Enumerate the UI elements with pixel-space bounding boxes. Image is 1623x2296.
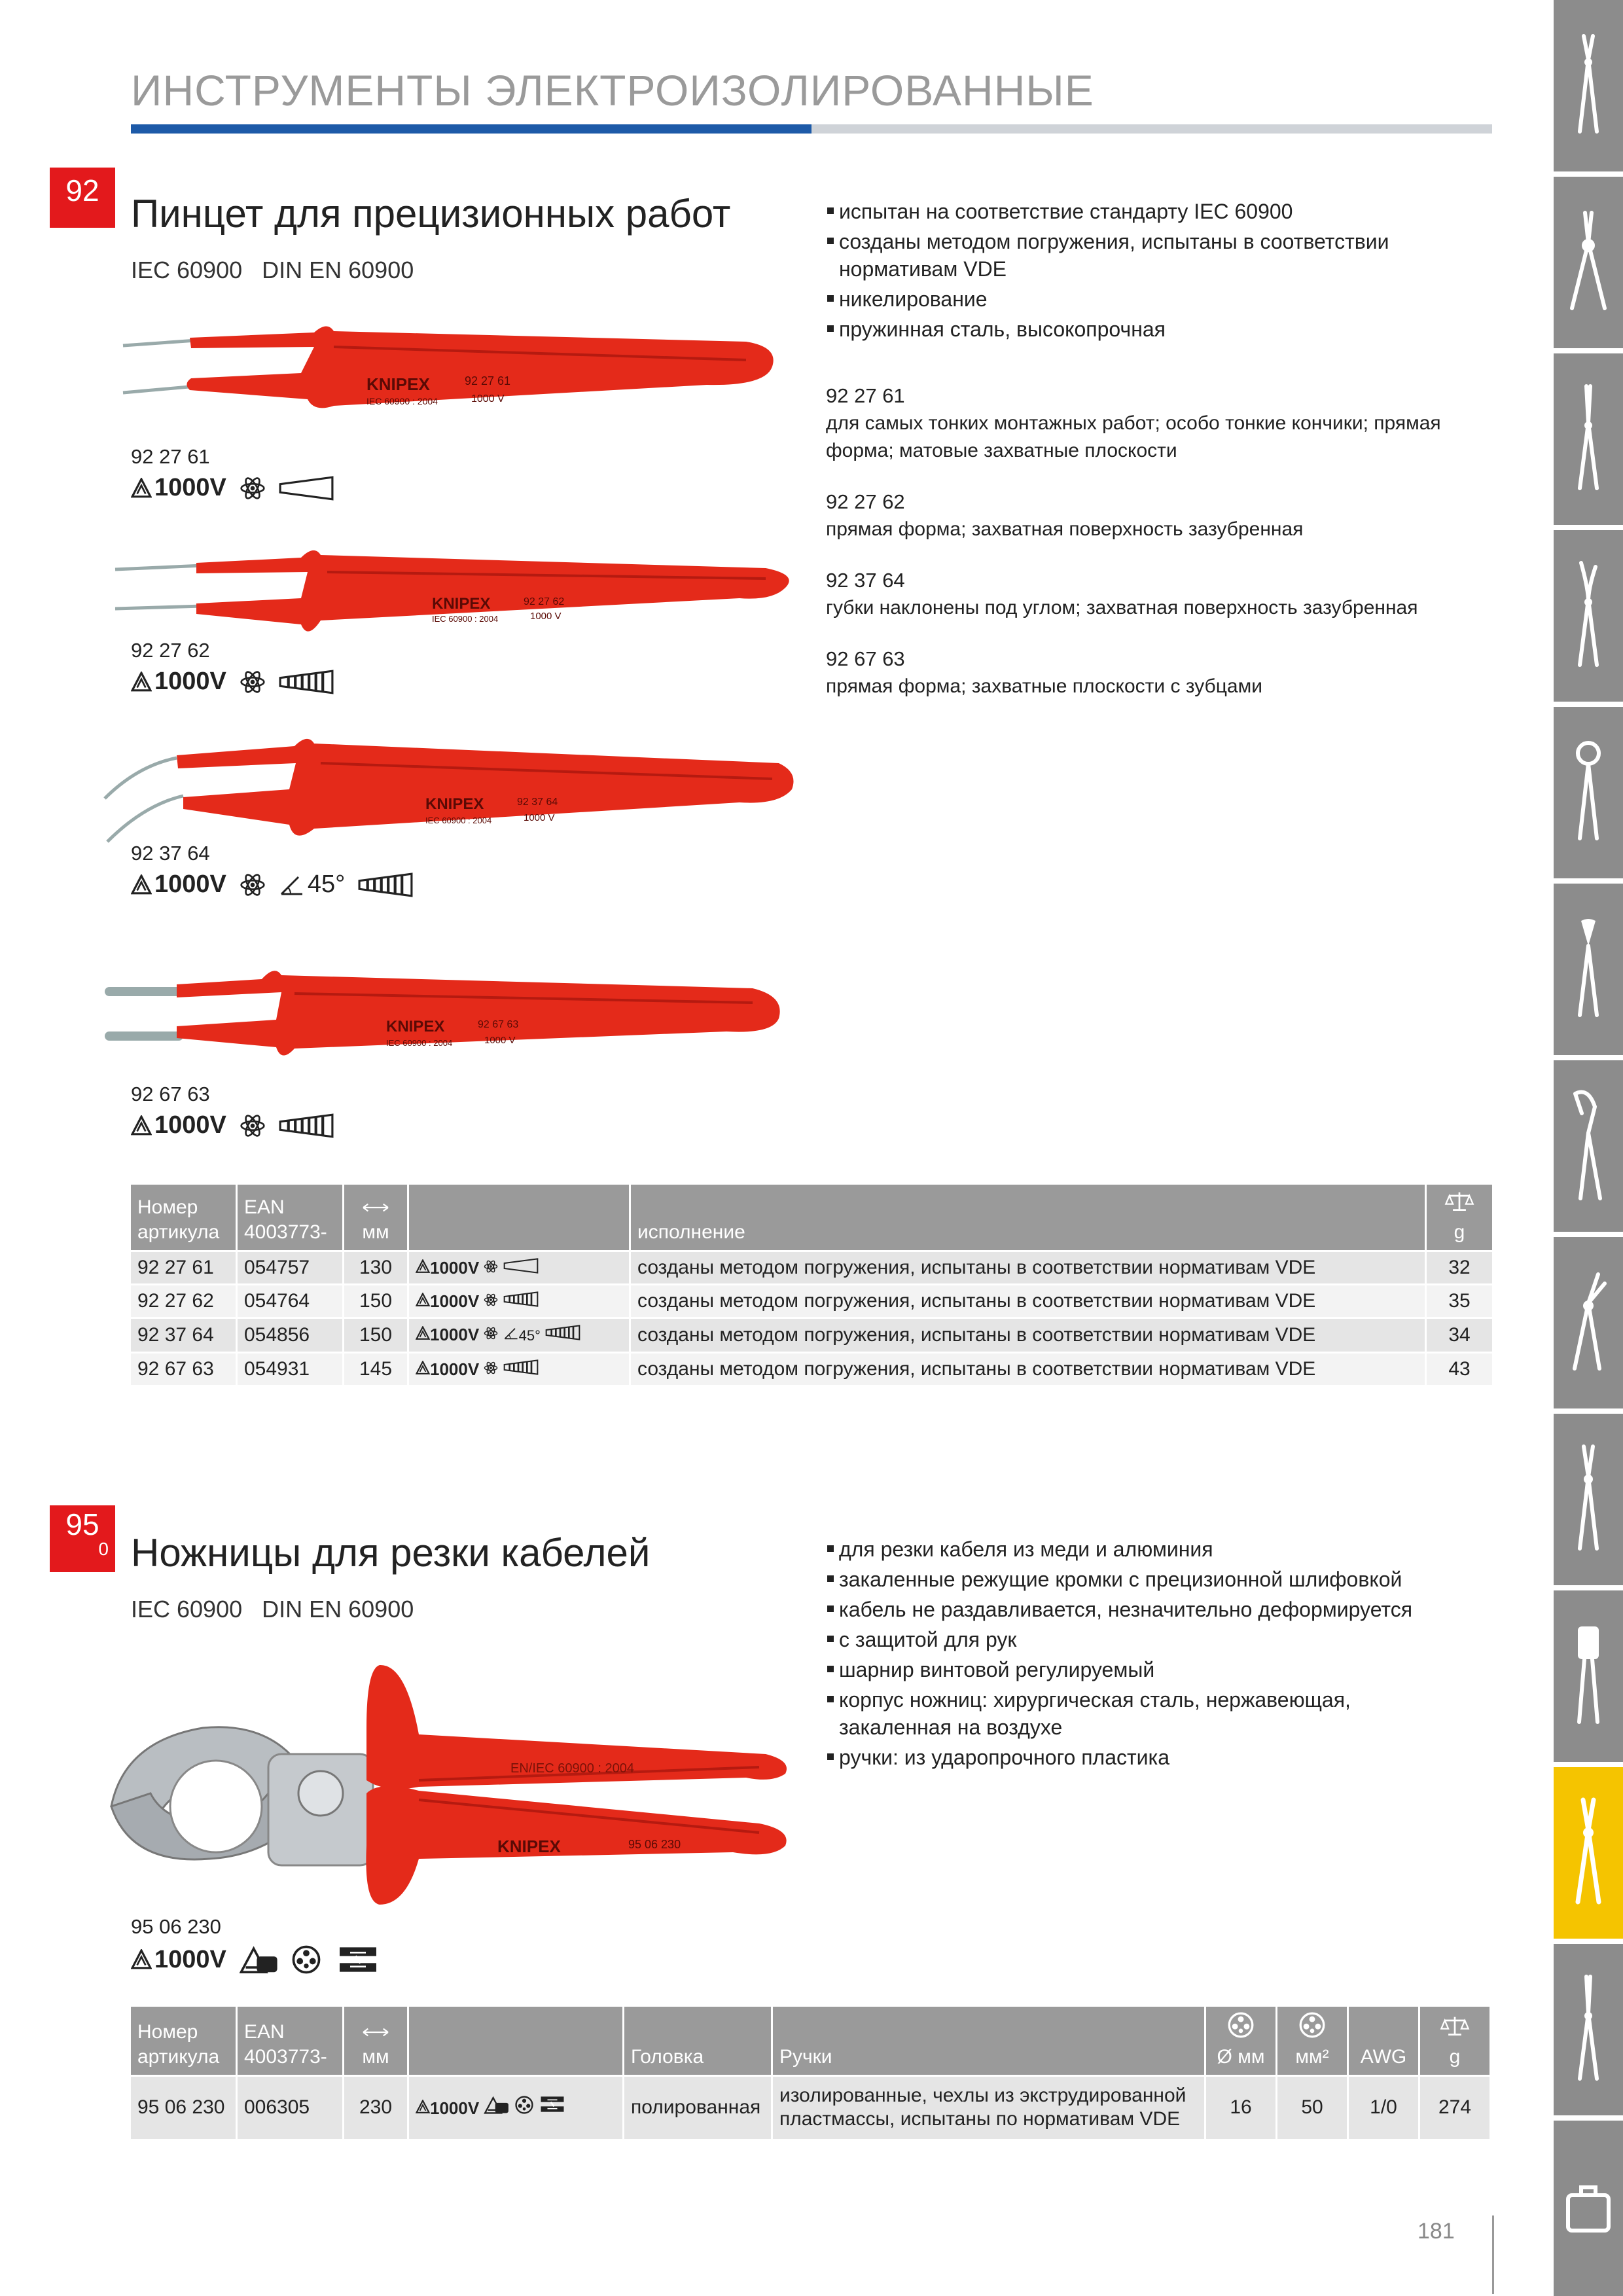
sidebar-tab-long-nose[interactable] — [1554, 353, 1623, 525]
cell-spec: созданы методом погружения, испытаны в соответствии нормативам VDE — [630, 1353, 1426, 1386]
cell-weight: 274 — [1419, 2076, 1490, 2139]
desc-text: губки наклонены под углом; захватная поверхность зазубренная — [826, 597, 1418, 619]
end-cutter-icon — [1572, 740, 1605, 845]
cell-voltage: 1000V — [430, 1359, 480, 1379]
cell-weight: 35 — [1426, 1285, 1493, 1318]
vde-icon — [416, 1293, 430, 1307]
page-number: 181 — [1418, 2219, 1455, 2244]
cell-head: полированная — [624, 2076, 772, 2139]
tool-case-icon — [1565, 2182, 1611, 2234]
feature-item: ручки: из ударопрочного пластика — [826, 1744, 1454, 1771]
table-row — [131, 1251, 1492, 1285]
product-ratings — [131, 474, 334, 502]
header-rule-blue — [131, 124, 812, 134]
voltage-rating: 1000V — [154, 668, 226, 695]
desc-code: 92 67 63 — [826, 647, 905, 670]
cell-spec: созданы методом погружения, испытаны в соответствии нормативам VDE — [630, 1285, 1426, 1318]
feature-item: пружинная сталь, высокопрочная — [826, 315, 1428, 343]
cell-length: 150 — [344, 1318, 408, 1353]
crimping-tool-icon — [1569, 1624, 1608, 1729]
cell-voltage: 1000V — [430, 2098, 480, 2118]
cell-ean: 054757 — [237, 1251, 344, 1285]
insulated-pliers-icon — [1569, 1797, 1608, 1909]
hand-guard-icon — [484, 2096, 510, 2114]
col-diameter-label: Ø мм — [1217, 2046, 1265, 2068]
col-icons — [408, 2007, 624, 2076]
desc-code: 92 27 62 — [826, 490, 905, 513]
product-code: 95 06 230 — [131, 1915, 221, 1938]
cell-ean: 054856 — [237, 1318, 344, 1353]
length-arrows-icon — [361, 1202, 391, 1213]
serrated-tip-icon — [279, 669, 334, 695]
atom-icon — [484, 1259, 498, 1274]
cell-icons — [408, 1353, 630, 1386]
bent-nose-pliers-icon — [1572, 560, 1605, 672]
col-length — [344, 1185, 408, 1251]
scale-icon — [1440, 2015, 1470, 2038]
col-weight-label: g — [1449, 2046, 1461, 2068]
atom-icon — [240, 475, 266, 501]
vde-icon — [131, 672, 152, 692]
tweezer-print: 92 37 64 — [517, 797, 558, 808]
sidebar-tab-snipe-nose[interactable] — [1554, 1944, 1623, 2115]
tweezers-image — [98, 956, 792, 1067]
cell-ean: 054931 — [237, 1353, 344, 1386]
voltage-rating: 1000V — [154, 1945, 226, 1973]
sidebar-tab-cutter[interactable] — [1554, 1414, 1623, 1585]
serrated-tip-icon — [503, 1291, 539, 1307]
cell-number: 92 37 64 — [131, 1318, 237, 1353]
vde-icon — [131, 874, 152, 895]
col-number: Номер артикула — [131, 1185, 237, 1251]
product-table-tweezers — [131, 1185, 1492, 1385]
feature-item: испытан на соответствие стандарту IEC 60900 — [826, 198, 1428, 225]
cell-spec: созданы методом погружения, испытаны в соответствии нормативам VDE — [630, 1318, 1426, 1353]
sidebar-tab-side-cutter[interactable] — [1554, 884, 1623, 1055]
cell-diameter: 16 — [1205, 2076, 1277, 2139]
col-spec: исполнение — [630, 1185, 1426, 1251]
snipe-nose-icon — [1572, 1974, 1605, 2085]
table-row — [131, 2076, 1489, 2139]
col-head: Головка — [624, 2007, 772, 2076]
cell-handles: изолированные, чехлы из экструдированной пластмассы, испытаны по нормативам VDE — [772, 2076, 1205, 2139]
col-icons — [408, 1185, 630, 1251]
feature-list — [826, 1535, 1454, 1774]
angle-icon — [503, 1326, 519, 1340]
pliers-icon — [1572, 33, 1605, 138]
cable-cutter-image — [105, 1662, 798, 1911]
cell-number: 92 27 61 — [131, 1251, 237, 1285]
col-number: Номер артикула — [131, 2007, 237, 2076]
section-badge-sub: 0 — [98, 1539, 109, 1559]
feature-list — [826, 198, 1428, 346]
cutter-print: 95 06 230 — [628, 1838, 681, 1851]
product-code: 92 37 64 — [131, 842, 210, 865]
sidebar-tab-circlip[interactable] — [1554, 1237, 1623, 1408]
side-cutter-icon — [1572, 917, 1605, 1022]
vde-icon — [416, 1361, 430, 1375]
cell-voltage: 1000V — [430, 1258, 480, 1278]
vde-icon — [131, 1949, 152, 1970]
tweezer-volt: 1000 V — [484, 1035, 516, 1046]
cutting-edge-icon — [334, 1944, 382, 1975]
vde-icon — [131, 478, 152, 499]
feature-item: кабель не раздавливается, незначительно деформируется — [826, 1596, 1454, 1623]
product-code: 92 67 63 — [131, 1083, 210, 1105]
col-weight-label: g — [1454, 1221, 1465, 1243]
tweezer-volt: 1000 V — [530, 611, 562, 622]
cell-number: 92 67 63 — [131, 1353, 237, 1386]
feature-item: закаленные режущие кромки с прецизионной шлифовкой — [826, 1566, 1454, 1593]
desc-code: 92 37 64 — [826, 569, 905, 592]
vde-icon — [416, 1259, 430, 1274]
cable-cross-section-icon — [1299, 2012, 1325, 2038]
product-code: 92 27 62 — [131, 639, 210, 662]
product-table-cable-cutter — [131, 2007, 1489, 2139]
cutter-icon — [1572, 1444, 1605, 1555]
cell-icons — [408, 1318, 630, 1353]
tweezer-brand: KNIPEX — [366, 374, 430, 394]
category-sidebar — [1554, 0, 1623, 2296]
tweezers-image — [118, 308, 798, 419]
cutter-brand: KNIPEX — [497, 1837, 561, 1856]
hand-guard-icon — [240, 1945, 279, 1974]
col-length-label: мм — [362, 1221, 389, 1243]
desc-text: прямая форма; захватные плоскости с зубцами — [826, 675, 1262, 697]
angle-icon — [279, 873, 305, 897]
col-area — [1277, 2007, 1348, 2076]
cable-cross-section-icon — [1228, 2012, 1254, 2038]
cell-length: 230 — [344, 2076, 408, 2139]
cell-length: 130 — [344, 1251, 408, 1285]
tweezer-spec: IEC 60900 : 2004 — [425, 816, 492, 825]
product-code: 92 27 61 — [131, 445, 210, 468]
tweezer-print: 92 27 62 — [524, 596, 565, 607]
cell-ean: 054764 — [237, 1285, 344, 1318]
col-length — [344, 2007, 408, 2076]
cable-cross-section-icon — [515, 2096, 533, 2114]
serrated-tip-icon — [279, 1113, 334, 1139]
crimper-icon — [1565, 210, 1611, 315]
long-nose-pliers-icon — [1572, 384, 1605, 495]
cell-weight: 43 — [1426, 1353, 1493, 1386]
section-badge-number: 95 — [65, 1507, 99, 1541]
section-title-cable-cutter: Ножницы для резки кабелей — [131, 1531, 651, 1575]
cutting-edge-icon — [538, 2094, 567, 2114]
table-row — [131, 1285, 1492, 1318]
vde-icon — [416, 2100, 430, 2114]
section-badge-number: 92 — [65, 173, 99, 207]
cell-icons — [408, 1251, 630, 1285]
tweezer-brand: KNIPEX — [425, 795, 484, 813]
cell-area: 50 — [1277, 2076, 1348, 2139]
water-pump-pliers-icon — [1569, 1087, 1608, 1205]
cell-weight: 32 — [1426, 1251, 1493, 1285]
tweezer-print: 92 27 61 — [465, 374, 511, 387]
serrated-tip-icon — [503, 1359, 539, 1375]
voltage-rating: 1000V — [154, 474, 226, 501]
desc-text: прямая форма; захватная поверхность зазубренная — [826, 518, 1304, 540]
cell-number: 95 06 230 — [131, 2076, 237, 2139]
cell-length: 150 — [344, 1285, 408, 1318]
tweezer-brand: KNIPEX — [432, 595, 491, 613]
table-row — [131, 1353, 1492, 1386]
col-weight — [1419, 2007, 1490, 2076]
section-standards: IEC 60900 DIN EN 60900 — [131, 257, 414, 283]
col-diameter — [1205, 2007, 1277, 2076]
voltage-rating: 1000V — [154, 1111, 226, 1139]
feature-item: шарнир винтовой регулируемый — [826, 1656, 1454, 1683]
cell-ean: 006305 — [237, 2076, 344, 2139]
cell-spec: созданы методом погружения, испытаны в соответствии нормативам VDE — [630, 1251, 1426, 1285]
cell-angle: 45° — [518, 1327, 541, 1344]
circlip-pliers-icon — [1565, 1270, 1611, 1375]
section-standards: IEC 60900 DIN EN 60900 — [131, 1596, 414, 1623]
serrated-tip-icon — [545, 1325, 580, 1340]
model-descriptions — [826, 382, 1448, 700]
col-length-label: мм — [362, 2046, 389, 2068]
feature-item: созданы методом погружения, испытаны в соответствии нормативам VDE — [826, 228, 1428, 283]
table-row — [131, 1318, 1492, 1353]
sidebar-tab-water-pump[interactable] — [1554, 1060, 1623, 1232]
header-rule-grey — [812, 124, 1492, 134]
atom-icon — [240, 872, 266, 898]
col-ean: EAN 4003773- — [237, 2007, 344, 2076]
feature-item: никелирование — [826, 285, 1428, 313]
atom-icon — [484, 1361, 498, 1375]
product-ratings — [131, 1111, 334, 1139]
vde-icon — [131, 1115, 152, 1136]
col-awg: AWG — [1348, 2007, 1419, 2076]
col-handles: Ручки — [772, 2007, 1205, 2076]
cell-number: 92 27 62 — [131, 1285, 237, 1318]
section-badge-95 — [50, 1505, 115, 1572]
sidebar-tab-end-cutter[interactable] — [1554, 707, 1623, 878]
cell-length: 145 — [344, 1353, 408, 1386]
cell-voltage: 1000V — [430, 1325, 480, 1344]
cell-weight: 34 — [1426, 1318, 1493, 1353]
atom-icon — [240, 669, 266, 695]
section-title-tweezers: Пинцет для прецизионных работ — [131, 192, 731, 236]
desc-code: 92 27 61 — [826, 384, 905, 407]
atom-icon — [484, 1326, 498, 1340]
sidebar-tab-crimper[interactable] — [1554, 177, 1623, 348]
tweezer-volt: 1000 V — [471, 393, 505, 404]
tweezer-spec: IEC 60900 : 2004 — [386, 1038, 453, 1048]
col-ean: EAN 4003773- — [237, 1185, 344, 1251]
cable-cross-section-icon — [292, 1945, 321, 1974]
col-area-label: мм² — [1295, 2046, 1329, 2068]
cell-awg: 1/0 — [1348, 2076, 1419, 2139]
tweezer-spec: IEC 60900 : 2004 — [366, 396, 438, 406]
smooth-tip-icon — [503, 1258, 539, 1274]
vde-icon — [416, 1326, 430, 1340]
atom-icon — [240, 1113, 266, 1139]
cell-icons — [408, 1285, 630, 1318]
cutter-spec: EN/IEC 60900 : 2004 — [510, 1761, 635, 1776]
voltage-rating: 1000V — [154, 870, 226, 898]
product-ratings — [131, 668, 334, 696]
cell-voltage: 1000V — [430, 1291, 480, 1311]
tweezer-brand: KNIPEX — [386, 1018, 445, 1035]
angle-value: 45° — [307, 870, 346, 898]
product-ratings — [131, 1944, 382, 1975]
sidebar-tab-insulated[interactable] — [1554, 1767, 1623, 1939]
desc-text: для самых тонких монтажных работ; особо тонкие кончики; прямая форма; матовые захватные плоскости — [826, 412, 1441, 461]
section-badge-92 — [50, 168, 115, 228]
sidebar-tab-bent-nose[interactable] — [1554, 530, 1623, 702]
sidebar-tab-tool-case[interactable] — [1554, 2121, 1623, 2296]
feature-item: с защитой для рук — [826, 1626, 1454, 1653]
tweezer-print: 92 67 63 — [478, 1019, 519, 1030]
page-divider — [1492, 2215, 1494, 2294]
cell-icons — [408, 2076, 624, 2139]
length-arrows-icon — [361, 2026, 391, 2038]
col-weight — [1426, 1185, 1493, 1251]
atom-icon — [484, 1293, 498, 1307]
sidebar-tab-pliers[interactable] — [1554, 0, 1623, 171]
scale-icon — [1444, 1190, 1474, 1213]
page-header-title: ИНСТРУМЕНТЫ ЭЛЕКТРОИЗОЛИРОВАННЫЕ — [131, 66, 1094, 115]
serrated-tip-icon — [358, 872, 413, 898]
tweezers-image — [98, 726, 805, 851]
tweezer-volt: 1000 V — [524, 812, 555, 823]
smooth-tip-icon — [279, 475, 334, 501]
product-ratings — [131, 870, 413, 899]
sidebar-tab-crimping[interactable] — [1554, 1590, 1623, 1762]
tweezers-image — [111, 535, 798, 647]
tweezer-spec: IEC 60900 : 2004 — [432, 614, 499, 624]
feature-item: для резки кабеля из меди и алюминия — [826, 1535, 1454, 1563]
feature-item: корпус ножниц: хирургическая сталь, нержавеющая, закаленная на воздухе — [826, 1686, 1454, 1741]
